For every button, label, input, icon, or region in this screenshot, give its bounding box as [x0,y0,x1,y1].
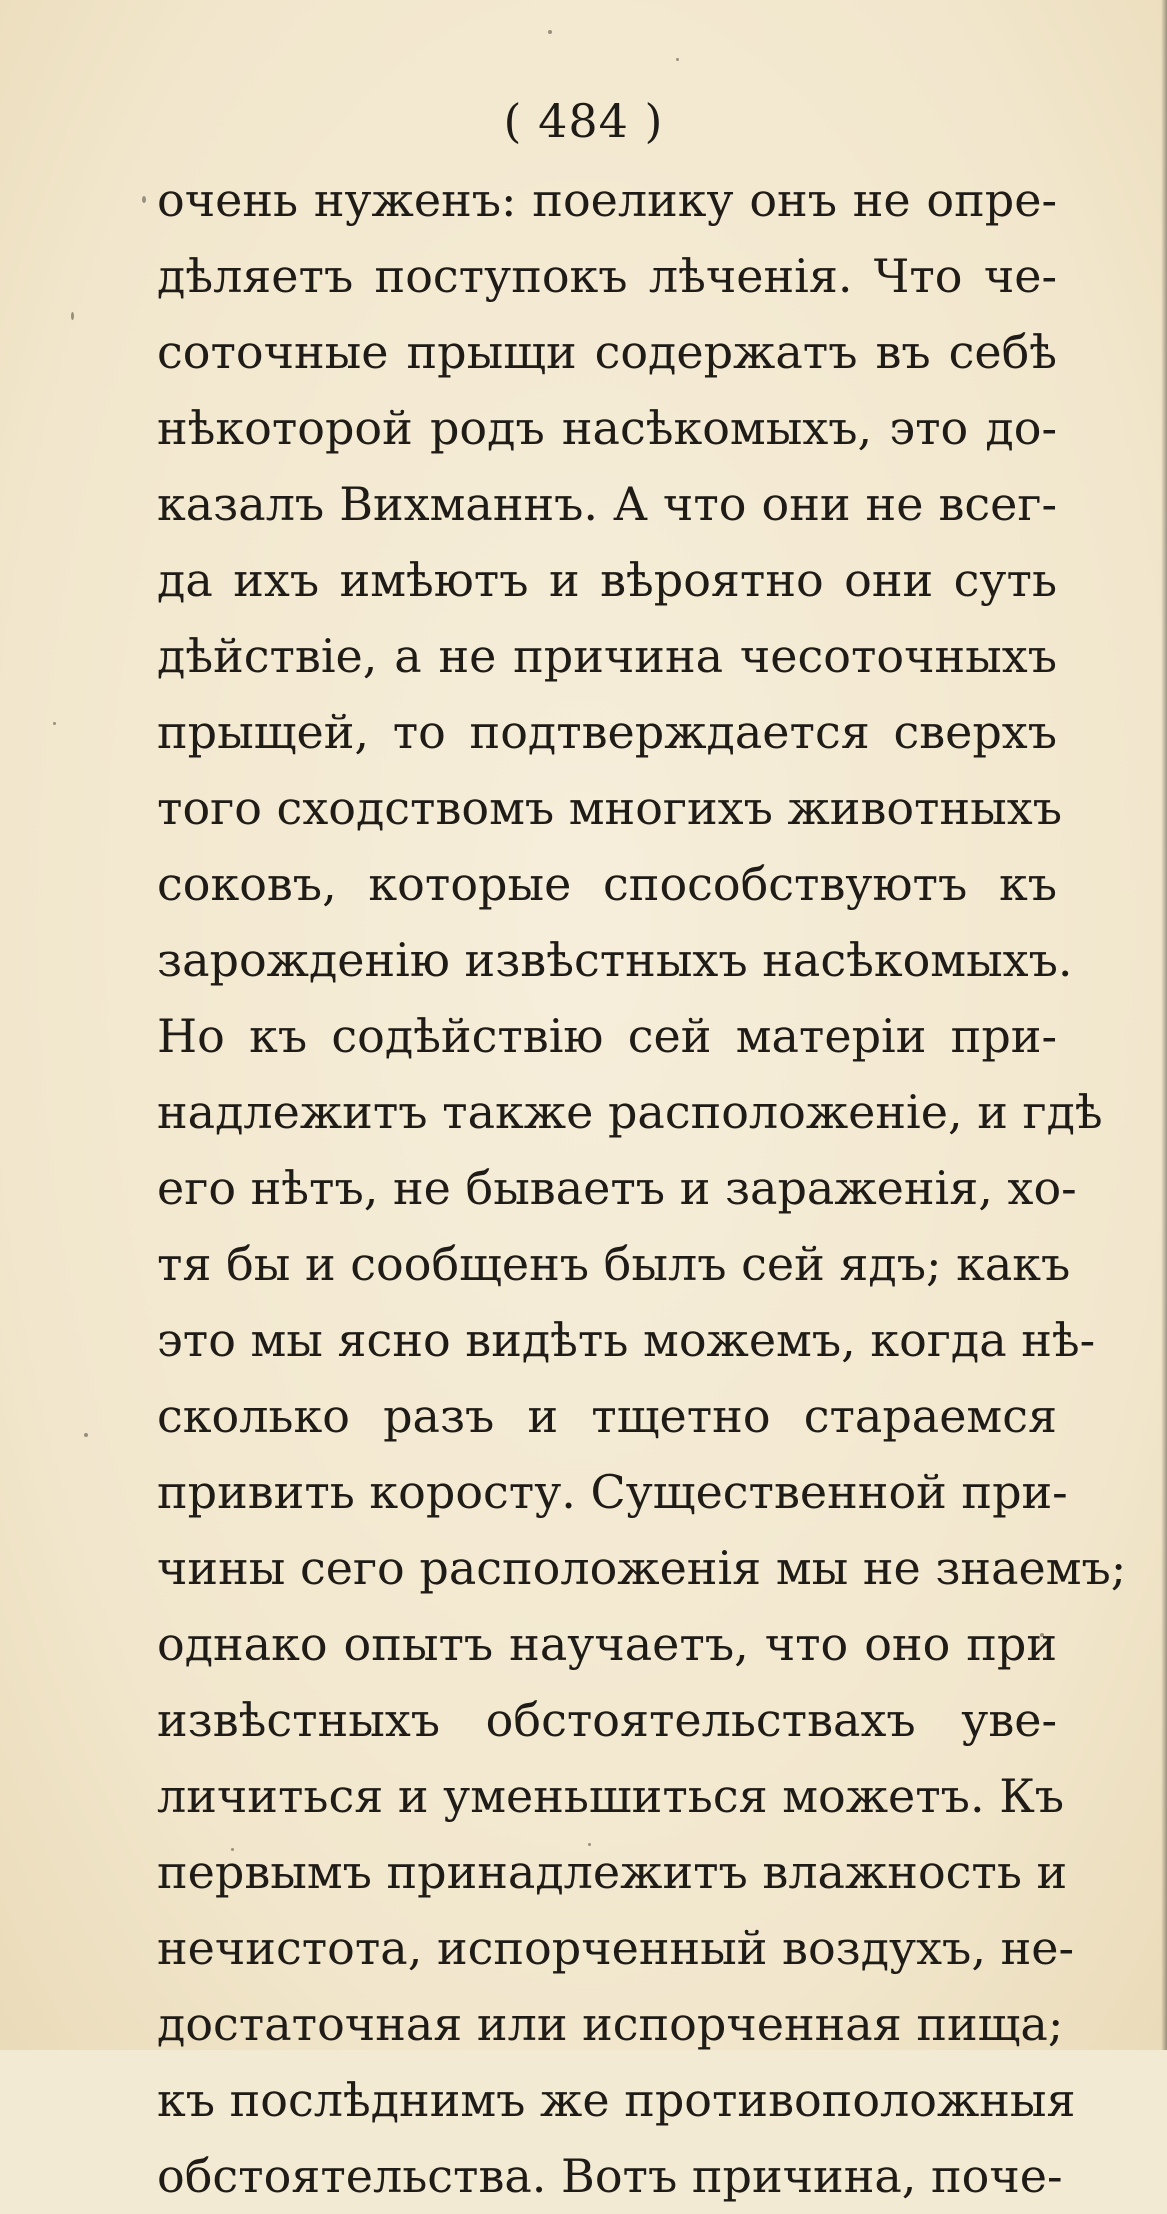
speck [676,58,679,61]
text-line: чины сего расположенія мы не знаемъ; [157,1541,1127,1595]
text-line: первымъ принадлежитъ влажность и [157,1845,1068,1899]
text-line: извѣстныхъ обстоятельствахъ уве- [157,1693,1057,1747]
text-line: личиться и уменьшиться можетъ. Къ [157,1769,1065,1823]
text-line: очень нуженъ: поелику онъ не опре- [157,173,1057,227]
speck [142,196,146,203]
speck [84,1433,88,1437]
text-line: нечистота, испорченный воздухъ, не- [157,1921,1074,1975]
text-line: надлежитъ также расположеніе, и гдѣ [157,1085,1103,1139]
speck [588,1843,591,1846]
text-line: дѣйствіе, а не причина чесоточныхъ [157,629,1057,683]
text-line: это мы ясно видѣть можемъ, когда нѣ- [157,1313,1096,1367]
text-line: соточные прыщи содержатъ въ себѣ [157,325,1057,379]
text-line: того сходствомъ многихъ животныхъ [157,781,1062,835]
text-line: Но къ содѣйствію сей матеріи при- [157,1009,1057,1063]
text-line: казалъ Вихманнъ. А что они не всег- [157,477,1057,531]
text-line: однако опытъ научаетъ, что оно при [157,1617,1057,1671]
text-line: зарожденію извѣстныхъ насѣкомыхъ. [157,933,1073,987]
speck [1040,1633,1044,1637]
text-line: его нѣтъ, не бываетъ и зараженія, хо- [157,1161,1077,1215]
text-line: дѣляетъ поступокъ лѣченія. Что че- [157,249,1057,303]
text-line: соковъ, которые способствуютъ къ [157,857,1057,911]
text-line: нѣкоторой родъ насѣкомыхъ, это до- [157,401,1057,455]
page-edge-shadow [1161,0,1167,2050]
text-line: да ихъ имѣютъ и вѣроятно они суть [157,553,1057,607]
text-line: сколько разъ и тщетно стараемся [157,1389,1057,1443]
page-number: ( 484 ) [503,94,664,148]
text-line: привить коросту. Существенной при- [157,1465,1068,1519]
speck [231,1848,234,1851]
text-line: къ послѣднимъ же противоположныя [157,2073,1076,2127]
text-line: достаточная или испорченная пища; [157,1997,1064,2051]
speck [71,312,74,320]
text-line: тя бы и сообщенъ былъ сей ядъ; какъ [157,1237,1071,1291]
speck [53,722,56,725]
text-line: прыщей, то подтверждается сверхъ [157,705,1057,759]
speck [548,30,552,34]
body-text [157,162,1127,2214]
text-line: обстоятельства. Вотъ причина, поче- [157,2149,1063,2203]
